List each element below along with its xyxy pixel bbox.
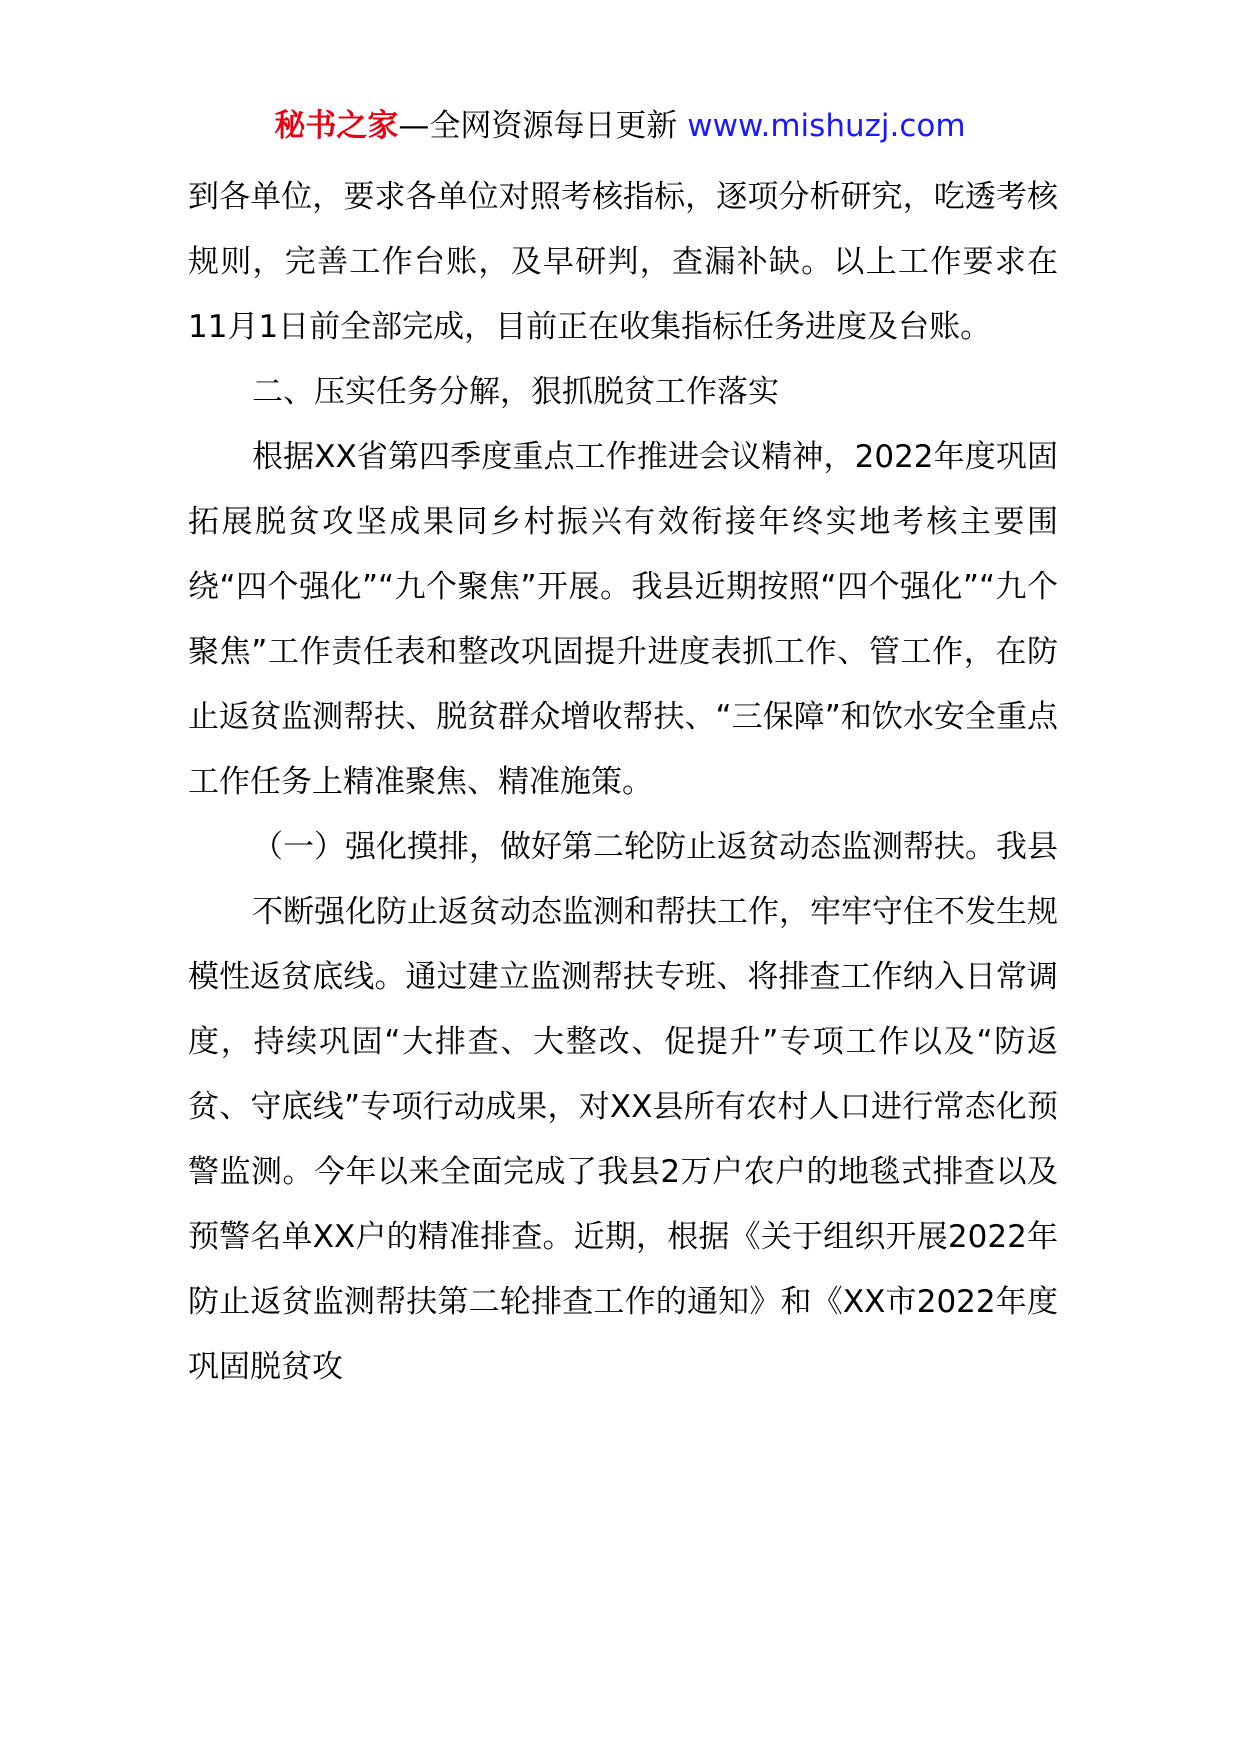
paragraph-continued: 到各单位，要求各单位对照考核指标，逐项分析研究，吃透考核规则，完善工作台账，及早研判，查漏补缺。以上工作要求在11月1日前全部完成，目前正在收集指标任务进度及台账。 <box>188 179 1058 345</box>
document-body <box>188 165 1058 1400</box>
section-heading-2: 二、压实任务分解，狠抓脱贫工作落实 <box>252 374 779 410</box>
site-brand: 秘书之家 <box>274 108 399 144</box>
paragraph: 根据XX省第四季度重点工作推进会议精神，2022年度巩固拓展脱贫攻坚成果同乡村振兴有效衔接年终实地考核主要围绕“四个强化”“九个聚焦”开展。我县近期按照“四个强化”“九个聚焦”工作责任表和整改巩固提升进度表抓工作、管工作，在防止返贫监测帮扶、脱贫群众增收帮扶、“三保障”和饮水安全重点工作任务上精准聚焦、精准施策。 <box>188 439 1058 800</box>
paragraph: 不断强化防止返贫动态监测和帮扶工作，牢牢守住不发生规模性返贫底线。通过建立监测帮扶专班、将排查工作纳入日常调度，持续巩固“大排查、大整改、促提升”专项工作以及“防返贫、守底线”专项行动成果，对XX县所有农村人口进行常态化预警监测。今年以来全面完成了我县2万户农户的地毯式排查以及预警名单XX户的精准排查。近期，根据《关于组织开展2022年防止返贫监测帮扶第二轮排查工作的通知》和《XX市2022年度巩固脱贫攻 <box>188 894 1058 1385</box>
site-tagline: —全网资源每日更新 <box>398 108 678 144</box>
site-url-link[interactable]: www.mishuzj.com <box>687 108 966 144</box>
subsection-heading-1: （一）强化摸排，做好第二轮防止返贫动态监测帮扶。我县 <box>252 829 1058 865</box>
page-header <box>0 104 1240 148</box>
